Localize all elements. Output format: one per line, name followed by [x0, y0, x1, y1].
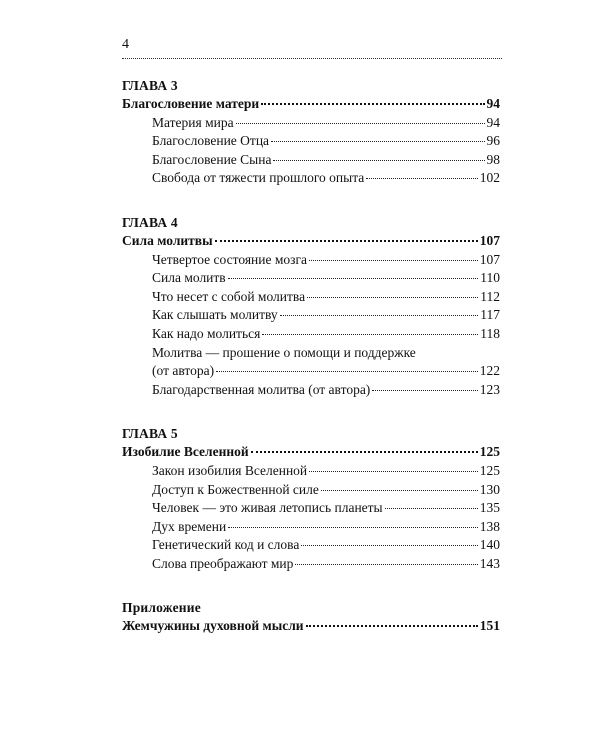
entry-title: Человек — это живая летопись планеты	[152, 500, 383, 516]
entry-title: Благословение Сына	[152, 151, 272, 167]
chapter-heading: ГЛАВА 5	[122, 426, 178, 442]
toc-section-chapter-5	[122, 424, 500, 573]
dot-leader	[309, 471, 478, 472]
toc-entry[interactable]	[122, 132, 500, 151]
entry-title: Благодарственная молитва (от автора)	[152, 381, 371, 397]
dot-leader	[215, 240, 478, 242]
toc-entry[interactable]	[122, 555, 500, 574]
entry-title: Дух времени	[152, 518, 227, 534]
entry-title: Что несет с собой молитва	[152, 288, 306, 304]
dot-leader	[385, 508, 478, 509]
entry-title: Генетический код и слова	[152, 537, 300, 553]
dot-leader	[301, 545, 477, 546]
toc-entry[interactable]	[122, 114, 500, 133]
chapter-title-entry[interactable]	[122, 232, 500, 251]
entry-page: 130	[479, 481, 500, 497]
appendix-heading: Приложение	[122, 600, 201, 616]
toc-section-chapter-4	[122, 213, 500, 399]
dot-leader	[216, 371, 478, 372]
toc-entry[interactable]	[122, 518, 500, 537]
toc-entry[interactable]	[122, 481, 500, 500]
toc-entry[interactable]	[122, 151, 500, 170]
entry-page: 125	[479, 444, 500, 460]
page-header	[122, 36, 502, 59]
dot-leader	[295, 564, 477, 565]
entry-page: 123	[479, 381, 500, 397]
dot-leader	[307, 297, 478, 298]
entry-page: 94	[486, 96, 500, 111]
dot-leader	[261, 103, 484, 105]
toc-section-chapter-3	[122, 76, 500, 188]
entry-title: Сила молитв	[152, 270, 226, 286]
entry-page: 96	[486, 133, 500, 149]
table-of-contents	[122, 76, 500, 636]
entry-title: Материя мира	[152, 114, 234, 130]
entry-title: Благословение матери	[122, 96, 260, 111]
entry-title: Как слышать молитву	[152, 307, 278, 323]
chapter-heading: ГЛАВА 4	[122, 214, 178, 230]
dot-leader	[366, 178, 477, 179]
entry-title: Изобилие Вселенной	[122, 444, 249, 460]
chapter-title-entry[interactable]	[122, 95, 500, 114]
entry-title: Жемчужины духовной мысли	[122, 618, 304, 634]
dot-leader	[321, 490, 478, 491]
toc-entry[interactable]	[122, 381, 500, 400]
dot-leader	[273, 160, 484, 161]
toc-entry[interactable]	[122, 288, 500, 307]
dot-leader	[228, 527, 478, 528]
toc-entry[interactable]	[122, 269, 500, 288]
entry-page: 110	[480, 270, 500, 286]
entry-title: Слова преображают мир	[152, 555, 294, 571]
entry-page: 122	[479, 363, 500, 379]
toc-entry-first-line[interactable]: Молитва — прошение о помощи и поддержке	[152, 344, 416, 360]
entry-page: 107	[479, 232, 500, 248]
page-number: 4	[122, 37, 129, 52]
entry-page: 117	[480, 307, 500, 323]
toc-entry[interactable]	[122, 325, 500, 344]
toc-entry[interactable]	[122, 536, 500, 555]
dot-leader	[309, 260, 478, 261]
entry-title: Сила молитвы	[122, 232, 213, 248]
entry-page: 94	[486, 114, 500, 130]
toc-entry[interactable]	[122, 362, 500, 381]
dot-leader	[251, 451, 478, 453]
entry-page: 140	[479, 537, 500, 553]
dot-leader	[228, 278, 479, 279]
dot-leader	[280, 315, 479, 316]
dot-leader	[236, 123, 485, 124]
entry-page: 151	[479, 618, 500, 634]
entry-title: Свобода от тяжести прошлого опыта	[152, 170, 365, 186]
toc-entry[interactable]	[122, 306, 500, 325]
dot-leader	[372, 390, 477, 391]
entry-page: 143	[479, 555, 500, 571]
entry-page: 102	[479, 170, 500, 186]
entry-page: 125	[479, 462, 500, 478]
entry-page: 135	[479, 500, 500, 516]
entry-title: (от автора)	[152, 363, 215, 379]
dot-leader	[262, 334, 478, 335]
chapter-heading: ГЛАВА 3	[122, 78, 178, 93]
entry-title: Четвертое состояние мозга	[152, 251, 307, 267]
toc-entry[interactable]	[122, 462, 500, 481]
entry-title: Благословение Отца	[152, 133, 270, 149]
entry-page: 112	[480, 288, 500, 304]
dot-leader	[271, 141, 484, 142]
toc-section-appendix	[122, 598, 500, 636]
entry-page: 118	[480, 325, 500, 341]
toc-entry[interactable]	[122, 251, 500, 270]
entry-title: Доступ к Божественной силе	[152, 481, 319, 497]
entry-page: 138	[479, 518, 500, 534]
entry-page: 107	[479, 251, 500, 267]
entry-title: Закон изобилия Вселенной	[152, 462, 308, 478]
dot-leader	[306, 625, 478, 627]
entry-page: 98	[486, 151, 500, 167]
appendix-title-entry[interactable]	[122, 617, 500, 636]
toc-entry[interactable]	[122, 169, 500, 188]
chapter-title-entry[interactable]	[122, 443, 500, 462]
entry-title: Как надо молиться	[152, 325, 261, 341]
toc-entry[interactable]	[122, 499, 500, 518]
